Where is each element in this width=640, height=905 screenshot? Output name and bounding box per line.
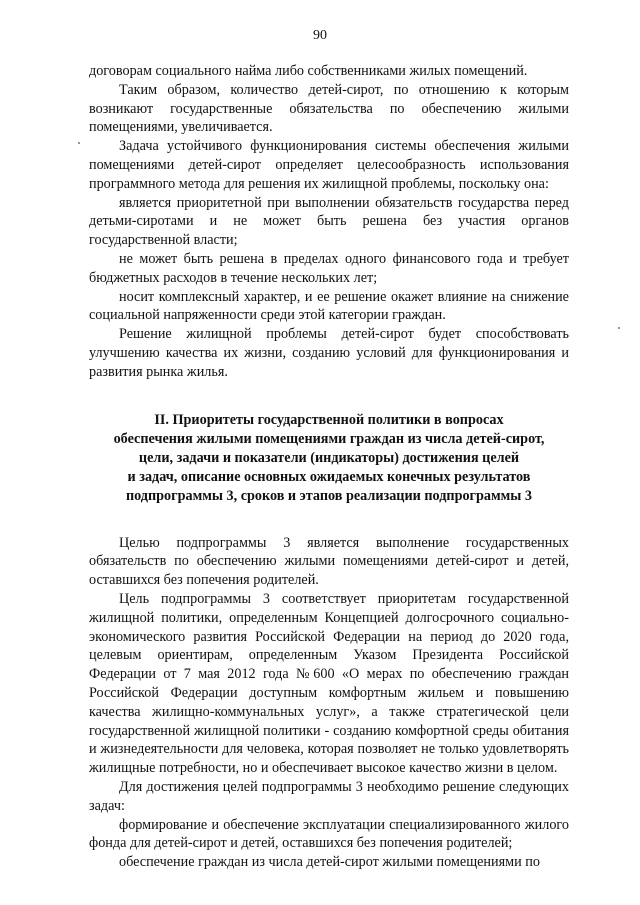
paragraph: Цель подпрограммы 3 соответствует приоритетам государственной жилищной политики, определенным Концепцией долгосрочного социально-экономического развития Российской Федерации на период до 2020 года, целевым ориентирам, определенным Указом Президента Российской Федерации от 7 мая 2012 года №600 «О мерах по обеспечению граждан Российской Федерации доступным комфортным жильем и повышению качества жилищно-коммунальных услуг», а также стратегической цели государственной жилищной политики - созданию комфортной среды обитания и жизнедеятельности для человека, которая позволяет не только удовлетворять жилищные потребности, но и обеспечивает высокое качество жизни в целом. [89,590,569,777]
paragraph: Задача устойчивого функционирования системы обеспечения жилыми помещениями детей-сирот определяет целесообразность использования программного метода для решения их жилищной проблемы, поскольку она: [89,138,569,192]
list-item-paragraph: носит комплексный характер, и ее решение окажет влияние на снижение социальной напряженности среди этой категории граждан. [89,288,569,324]
paragraph: Таким образом, количество детей-сирот, по отношению к которым возникают государственные обязательства по обеспечению жилыми помещениями, увеличивается. [89,81,569,136]
section-heading-line: II. Приоритеты государственной политики в вопросах [154,411,504,428]
paragraph: Решение жилищной проблемы детей-сирот будет способствовать улучшению качества их жизни, созданию условий для функционирования и развития рынка жилья. [89,326,569,380]
list-item-paragraph: является приоритетной при выполнении обязательств государства перед детьми-сиротами и не может быть решена без участия органов государственной власти; [89,194,569,249]
paragraph: Для достижения целей подпрограммы 3 необходимо решение следующих задач: [89,778,569,814]
page-body [89,62,569,872]
scan-speck [618,327,620,329]
section-heading-line: обеспечения жилыми помещениями граждан из числа детей-сирот, [113,430,545,447]
section-heading-line: цели, задачи и показатели (индикаторы) достижения целей [138,449,520,466]
section-heading-line: и задач, описание основных ожидаемых конечных результатов [127,468,531,485]
section-heading-line: подпрограммы 3, сроков и этапов реализации подпрограммы 3 [125,487,533,504]
list-item-paragraph: обеспечение граждан из числа детей-сирот жилыми помещениями по [119,854,540,871]
paragraph-continuation: договорам социального найма либо собственниками жилых помещений. [89,63,528,79]
page-number: 90 [313,28,327,43]
scan-speck [78,142,80,144]
list-item-paragraph: формирование и обеспечение эксплуатации специализированного жилого фонда для детей-сирот и детей, оставшихся без попечения родителей; [89,816,569,852]
paragraph: Целью подпрограммы 3 является выполнение государственных обязательств по обеспечению жилыми помещениями детей-сирот и детей, оставшихся без попечения родителей. [89,534,569,589]
section-heading [89,411,569,506]
list-item-paragraph: не может быть решена в пределах одного финансового года и требует бюджетных расходов в течение нескольких лет; [89,250,569,286]
